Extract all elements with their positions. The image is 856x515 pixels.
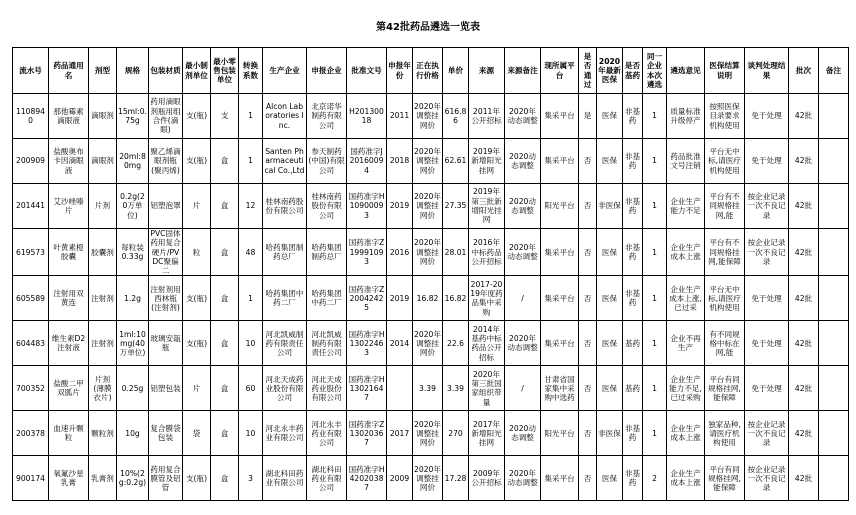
table-cell: 2009年公开招标 xyxy=(469,456,505,501)
table-cell: 维生素D2注射液 xyxy=(49,321,89,366)
table-cell: 按企业记录一次不良记录 xyxy=(745,184,789,229)
table-cell xyxy=(387,366,413,411)
table-cell: 湖北科田药业有限公司 xyxy=(263,456,307,501)
table-cell xyxy=(819,184,849,229)
table-cell: 医保 xyxy=(597,94,623,139)
table-cell: 片 xyxy=(183,366,211,411)
table-cell: 河北凯威制药有限责任公司 xyxy=(307,321,347,366)
table-cell: 2017年新增阳光挂网 xyxy=(469,411,505,456)
column-header: 单价 xyxy=(443,48,469,94)
column-header: 流水号 xyxy=(13,48,49,94)
table-cell: Alcon Laboratories Inc. xyxy=(263,94,307,139)
table-cell: 1.2g xyxy=(117,276,149,321)
table-cell: 片 xyxy=(183,184,211,229)
table-cell: 604483 xyxy=(13,321,49,366)
table-cell: 盒 xyxy=(211,456,239,501)
table-cell: 盒 xyxy=(211,229,239,276)
table-cell: 铝塑包装 xyxy=(149,366,183,411)
table-cell: 桂林南药股份有限公司 xyxy=(263,184,307,229)
table-cell: 2020年调整挂网价 xyxy=(413,411,443,456)
table-cell: 集采平台 xyxy=(541,321,579,366)
table-cell: 2020动态调整 xyxy=(505,139,541,184)
table-cell: 药用滴眼剂瓶用组合件(滴眼) xyxy=(149,94,183,139)
table-cell: 医保 xyxy=(597,139,623,184)
table-cell: 否 xyxy=(579,184,597,229)
table-cell: 国药准字H13022463 xyxy=(347,321,387,366)
table-cell: 盒 xyxy=(211,139,239,184)
table-cell: 10%(2g:0.2g) xyxy=(117,456,149,501)
table-cell: 2017 xyxy=(387,411,413,456)
column-header: 正在执行价格 xyxy=(413,48,443,94)
table-cell: 支(瓶) xyxy=(183,276,211,321)
table-cell: 每粒装0.33g xyxy=(117,229,149,276)
table-cell: 支(瓶) xyxy=(183,321,211,366)
column-header: 批次 xyxy=(789,48,819,94)
table-cell: 2020年动态调整 xyxy=(505,229,541,276)
table-cell: 集采平台 xyxy=(541,456,579,501)
table-cell: 盐酸二甲双胍片 xyxy=(49,366,89,411)
table-row xyxy=(13,276,849,321)
table-cell: 2020年调整挂网价 xyxy=(413,229,443,276)
column-header: 剂型 xyxy=(89,48,117,94)
column-header: 最小零售包装单位 xyxy=(211,48,239,94)
table-cell: 企业生产成本上涨 xyxy=(667,229,705,276)
table-cell: 否 xyxy=(579,411,597,456)
table-cell: 201441 xyxy=(13,184,49,229)
column-header: 药品通用名 xyxy=(49,48,89,94)
table-cell: 国药准字Z20042425 xyxy=(347,276,387,321)
table-cell: 注射剂 xyxy=(89,276,117,321)
table-cell: 2014 xyxy=(387,321,413,366)
table-cell: 3 xyxy=(239,456,263,501)
table-cell: 注射剂用西林瓶(注射剂) xyxy=(149,276,183,321)
table-cell: 企业生产成本上涨 xyxy=(667,411,705,456)
table-cell: 1 xyxy=(643,229,667,276)
table-cell: 否 xyxy=(579,456,597,501)
table-cell: 2016 xyxy=(387,229,413,276)
table-cell: 滴眼剂 xyxy=(89,139,117,184)
column-header: 是否基药 xyxy=(623,48,643,94)
table-cell: 1 xyxy=(643,321,667,366)
table-cell: 2020年动态调整 xyxy=(505,321,541,366)
table-cell: 河北永丰药业有限公司 xyxy=(307,411,347,456)
table-cell: 2020年调整挂网价 xyxy=(413,94,443,139)
table-cell: 42批 xyxy=(789,411,819,456)
table-cell: 颗粒剂 xyxy=(89,411,117,456)
table-cell: 非基药 xyxy=(623,411,643,456)
table-cell: 非基药 xyxy=(623,94,643,139)
table-cell: 免于处理 xyxy=(745,366,789,411)
table-cell: 企业生产能力不足 xyxy=(667,184,705,229)
table-cell: 集采平台 xyxy=(541,229,579,276)
table-cell: 企业不再生产 xyxy=(667,321,705,366)
table-cell xyxy=(819,456,849,501)
table-cell: 2016年中标药品公开招标 xyxy=(469,229,505,276)
table-cell: 集采平台 xyxy=(541,94,579,139)
table-cell: 1 xyxy=(643,184,667,229)
table-cell: 60 xyxy=(239,366,263,411)
table-cell: 国药准字J20160094 xyxy=(347,139,387,184)
table-cell: 粒 xyxy=(183,229,211,276)
table-cell: 企业生产能力不足,已过采购 xyxy=(667,366,705,411)
table-header-row xyxy=(13,48,849,94)
table-cell: 盒 xyxy=(211,276,239,321)
table-cell: H20130018 xyxy=(347,94,387,139)
table-cell: 10 xyxy=(239,411,263,456)
table-cell: 非基药 xyxy=(623,139,643,184)
table-cell: 质量标准升级停产 xyxy=(667,94,705,139)
table-cell: 2020年调整挂网价 xyxy=(413,139,443,184)
table-cell xyxy=(819,321,849,366)
table-cell xyxy=(819,94,849,139)
table-cell: 按照医保目录要求机构使用 xyxy=(705,94,745,139)
table-cell: 国药准字H42020387 xyxy=(347,456,387,501)
table-cell: 2019 xyxy=(387,276,413,321)
table-cell: 甘肃省国家集中采购中选药 xyxy=(541,366,579,411)
table-cell: 叶黄素橙胶囊 xyxy=(49,229,89,276)
table-row xyxy=(13,139,849,184)
table-cell: 2020年调整挂网价 xyxy=(413,321,443,366)
table-cell: 按企业记录一次不良记录 xyxy=(745,456,789,501)
table-cell: 否 xyxy=(579,276,597,321)
table-cell: 200909 xyxy=(13,139,49,184)
table-cell: 平台无中标,请医疗机构使用 xyxy=(705,276,745,321)
table-cell: 619573 xyxy=(13,229,49,276)
column-header: 申报年份 xyxy=(387,48,413,94)
table-cell: 2020动态调整 xyxy=(505,184,541,229)
column-header: 备注 xyxy=(819,48,849,94)
table-cell: 注射用双黄连 xyxy=(49,276,89,321)
table-cell: 按企业记录一次不良记录 xyxy=(745,411,789,456)
table-cell: 艾沙唑嗪片 xyxy=(49,184,89,229)
table-cell: 盐酸奥布卡因滴眼液 xyxy=(49,139,89,184)
table-cell: 平台有同规格挂网,能保障 xyxy=(705,456,745,501)
table-cell: 集采平台 xyxy=(541,139,579,184)
table-cell: 是 xyxy=(579,94,597,139)
table-cell: Santen Pharmaceutical Co.,Ltd xyxy=(263,139,307,184)
table-cell: 15ml:0.75g xyxy=(117,94,149,139)
table-cell: / xyxy=(505,276,541,321)
table-cell: 哈药集团制药总厂 xyxy=(263,229,307,276)
column-header: 谈判处理结果 xyxy=(745,48,789,94)
table-cell: 62.61 xyxy=(443,139,469,184)
table-cell: 2 xyxy=(643,456,667,501)
table-cell: 非医保 xyxy=(597,184,623,229)
table-cell: 注射剂 xyxy=(89,321,117,366)
table-row xyxy=(13,456,849,501)
table-cell: 袋 xyxy=(183,411,211,456)
table-cell: 河北凯威制药有限责任公司 xyxy=(263,321,307,366)
table-cell: 616.86 xyxy=(443,94,469,139)
table-cell: 2020年第三批国家组织带量 xyxy=(469,366,505,411)
column-header: 现所属平台 xyxy=(541,48,579,94)
table-cell: 参天制药(中国)有限公司 xyxy=(307,139,347,184)
table-cell: 20ml:80mg xyxy=(117,139,149,184)
table-cell: 复合膜袋包装 xyxy=(149,411,183,456)
table-cell: 国药准字Z13020367 xyxy=(347,411,387,456)
table-cell: 血速升颗粒 xyxy=(49,411,89,456)
table-cell: 2020动态调整 xyxy=(505,411,541,456)
table-cell: 2020年调整挂网价 xyxy=(413,184,443,229)
table-cell: 16.82 xyxy=(413,276,443,321)
table-cell: 哈药集团中药二厂 xyxy=(307,276,347,321)
table-cell: 药用复合膜管及铝管 xyxy=(149,456,183,501)
table-cell: 平台有不同规格挂网,能保障 xyxy=(705,229,745,276)
table-cell: 支(瓶) xyxy=(183,139,211,184)
table-cell xyxy=(819,366,849,411)
table-cell: 医保 xyxy=(597,366,623,411)
table-cell: 聚乙烯滴眼剂瓶(聚丙烯) xyxy=(149,139,183,184)
table-cell: 湖北科田药业有限公司 xyxy=(307,456,347,501)
table-cell: 河北天成药业股份有限公司 xyxy=(307,366,347,411)
column-header: 同一企业本次遴选 xyxy=(643,48,667,94)
table-cell: 28.01 xyxy=(443,229,469,276)
table-cell: 免于处理 xyxy=(745,276,789,321)
table-cell: 按企业记录一次不良记录 xyxy=(745,229,789,276)
table-cell: 国药准字H13021647 xyxy=(347,366,387,411)
table-cell: 铝塑泡罩 xyxy=(149,184,183,229)
table-cell xyxy=(819,139,849,184)
table-cell: 10g xyxy=(117,411,149,456)
table-cell: 支(瓶) xyxy=(183,456,211,501)
table-cell xyxy=(819,229,849,276)
column-header: 遴选意见 xyxy=(667,48,705,94)
table-cell: 1 xyxy=(643,94,667,139)
table-cell: 否 xyxy=(579,366,597,411)
table-cell: 平台有同规格挂网,能保障 xyxy=(705,366,745,411)
table-cell: 42批 xyxy=(789,321,819,366)
table-cell: 非基药 xyxy=(623,276,643,321)
table-cell: 0.25g xyxy=(117,366,149,411)
table-cell: 270 xyxy=(443,411,469,456)
table-body xyxy=(13,94,849,501)
table-row xyxy=(13,94,849,139)
table-cell: 1108940 xyxy=(13,94,49,139)
column-header: 是否通过 xyxy=(579,48,597,94)
table-row xyxy=(13,411,849,456)
table-cell: 1 xyxy=(239,276,263,321)
column-header: 来源备注 xyxy=(505,48,541,94)
table-cell: 药品批准文号注销 xyxy=(667,139,705,184)
column-header: 规格 xyxy=(117,48,149,94)
table-cell: 非基药 xyxy=(623,229,643,276)
table-cell: 基药 xyxy=(623,366,643,411)
table-cell: 2020年调整挂网价 xyxy=(413,456,443,501)
table-cell: 2020年动态调整 xyxy=(505,94,541,139)
table-cell: 企业生产成本上涨 xyxy=(667,456,705,501)
table-cell: 有不同规格中标在网,能 xyxy=(705,321,745,366)
table-cell: 2014年基药中标药品公开招标 xyxy=(469,321,505,366)
table-cell: 否 xyxy=(579,229,597,276)
table-cell: 48 xyxy=(239,229,263,276)
table-cell: 0.2g(20万单位) xyxy=(117,184,149,229)
table-cell: 盒 xyxy=(211,366,239,411)
column-header: 转换系数 xyxy=(239,48,263,94)
table-cell: 1 xyxy=(643,366,667,411)
table-cell: 那他霉素滴眼液 xyxy=(49,94,89,139)
table-cell: 2011 xyxy=(387,94,413,139)
table-cell: / xyxy=(505,366,541,411)
table-cell: 医保 xyxy=(597,456,623,501)
table-cell: 集采平台 xyxy=(541,276,579,321)
table-cell: 42批 xyxy=(789,456,819,501)
table-cell: 盒 xyxy=(211,411,239,456)
table-cell: 滴眼剂 xyxy=(89,94,117,139)
table-cell: 900174 xyxy=(13,456,49,501)
table-row xyxy=(13,229,849,276)
table-cell: 盒 xyxy=(211,321,239,366)
table-cell: 42批 xyxy=(789,366,819,411)
table-row xyxy=(13,321,849,366)
table-cell: 医保 xyxy=(597,276,623,321)
table-cell: 2018 xyxy=(387,139,413,184)
table-cell: 桂林南药股份有限公司 xyxy=(307,184,347,229)
column-header: 生产企业 xyxy=(263,48,307,94)
table-cell: 42批 xyxy=(789,139,819,184)
table-cell: 2017-2019年度药品集中采购 xyxy=(469,276,505,321)
table-cell: 1 xyxy=(643,139,667,184)
table-cell: 3.39 xyxy=(443,366,469,411)
table-row xyxy=(13,366,849,411)
table-row xyxy=(13,184,849,229)
table-cell: 国药准字Z19991093 xyxy=(347,229,387,276)
table-cell: 医保 xyxy=(597,321,623,366)
table-cell: 玻璃安瓿瓶 xyxy=(149,321,183,366)
table-cell: 支 xyxy=(211,94,239,139)
table-cell: 支(瓶) xyxy=(183,94,211,139)
table-cell: 平台有不同规格挂网,能 xyxy=(705,184,745,229)
table-cell: 非基药 xyxy=(623,456,643,501)
table-cell: 12 xyxy=(239,184,263,229)
table-cell: 27.35 xyxy=(443,184,469,229)
table-cell: 700352 xyxy=(13,366,49,411)
table-cell: 2009 xyxy=(387,456,413,501)
table-cell: 42批 xyxy=(789,94,819,139)
table-cell: 1 xyxy=(239,139,263,184)
table-cell: 北京诺华制药有限公司 xyxy=(307,94,347,139)
column-header: 医保结算说明 xyxy=(705,48,745,94)
table-cell: 10 xyxy=(239,321,263,366)
table-cell: 平台无中标,请医疗机构使用 xyxy=(705,139,745,184)
table-cell: 否 xyxy=(579,139,597,184)
table-cell: 42批 xyxy=(789,276,819,321)
table-cell: 605589 xyxy=(13,276,49,321)
table-cell: 盒 xyxy=(211,184,239,229)
table-cell: 2020年动态调整 xyxy=(505,456,541,501)
table-cell: 1 xyxy=(643,411,667,456)
table-cell: 企业生产成本上涨,已过采 xyxy=(667,276,705,321)
table-cell xyxy=(819,276,849,321)
document-title: 第42批药品遴选一览表 xyxy=(376,22,480,33)
table-cell: 免于处理 xyxy=(745,321,789,366)
table-cell: 阳光平台 xyxy=(541,411,579,456)
table-cell: 基药 xyxy=(623,321,643,366)
table-cell: 胶囊剂 xyxy=(89,229,117,276)
table-cell: 17.28 xyxy=(443,456,469,501)
table-cell: 200378 xyxy=(13,411,49,456)
table-cell: 片剂 xyxy=(89,184,117,229)
table-cell: 42批 xyxy=(789,229,819,276)
table-cell: PVC固体药用复合硬片/PVDC聚偏二 xyxy=(150,229,181,276)
table-cell: 非基药 xyxy=(623,184,643,229)
table-cell: 1 xyxy=(643,276,667,321)
table-cell: 1ml:10mg(40万单位) xyxy=(117,321,149,366)
table-cell: 免于处理 xyxy=(745,94,789,139)
table-cell: 1 xyxy=(239,94,263,139)
table-cell: 片剂(薄膜衣片) xyxy=(89,366,117,411)
table-cell: 河北天成药业股份有限公司 xyxy=(263,366,307,411)
table-cell: 哈药集团中药二厂 xyxy=(263,276,307,321)
column-header: 最小制剂单位 xyxy=(183,48,211,94)
table-cell: 阳光平台 xyxy=(541,184,579,229)
column-header: 来源 xyxy=(469,48,505,94)
table-cell: 16.82 xyxy=(443,276,469,321)
table-cell: 免于处理 xyxy=(745,139,789,184)
table-cell: 22.6 xyxy=(443,321,469,366)
table-cell: 哈药集团制药总厂 xyxy=(307,229,347,276)
table-cell xyxy=(819,411,849,456)
table-cell: 2019年第三批新增阳光挂网 xyxy=(469,184,505,229)
table-cell: 乳膏剂 xyxy=(89,456,117,501)
table-cell: 否 xyxy=(579,321,597,366)
table-cell: 独家品种,请医疗机构使用 xyxy=(705,411,745,456)
table-cell: 3.39 xyxy=(413,366,443,411)
table-cell: 河北永丰药业有限公司 xyxy=(263,411,307,456)
table-cell: 国药准字H10900093 xyxy=(347,184,387,229)
table-cell: 42批 xyxy=(789,184,819,229)
column-header: 申报企业 xyxy=(307,48,347,94)
column-header: 2020年最新医保 xyxy=(597,48,623,94)
column-header: 包装材质 xyxy=(149,48,183,94)
table-cell: 非医保 xyxy=(597,411,623,456)
table-cell: 2011年公开招标 xyxy=(469,94,505,139)
drug-selection-table xyxy=(12,47,849,501)
table-cell: 医保 xyxy=(597,229,623,276)
table-cell: 2019年新增阳光挂网 xyxy=(469,139,505,184)
table-cell: 2019 xyxy=(387,184,413,229)
column-header: 批准文号 xyxy=(347,48,387,94)
table-cell: 氧氟沙星乳膏 xyxy=(49,456,89,501)
